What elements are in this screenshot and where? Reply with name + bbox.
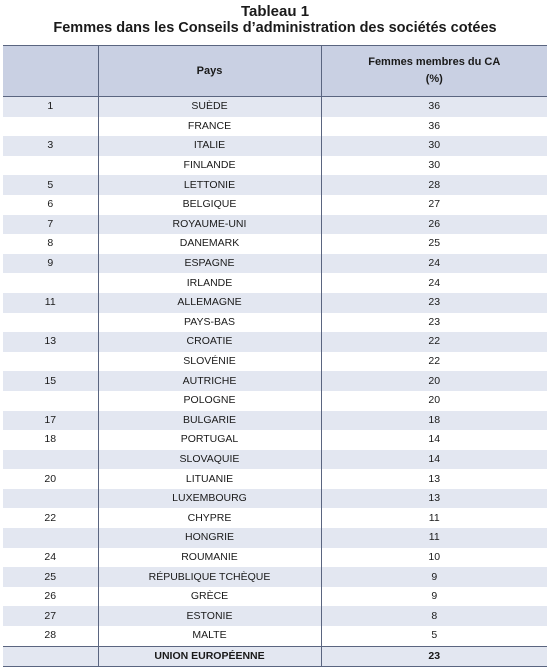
rank-cell: 15	[3, 371, 98, 391]
rank-cell: 9	[3, 254, 98, 274]
value-cell: 30	[321, 156, 547, 176]
table-row	[3, 332, 547, 352]
rank-cell	[3, 391, 98, 411]
table-row	[3, 626, 547, 646]
country-cell: ROYAUME-UNI	[98, 215, 321, 235]
value-cell: 26	[321, 215, 547, 235]
table-row	[3, 391, 547, 411]
value-cell: 22	[321, 352, 547, 372]
value-cell: 23	[321, 293, 547, 313]
table-row	[3, 567, 547, 587]
country-cell: RÉPUBLIQUE TCHÈQUE	[98, 567, 321, 587]
rank-cell: 17	[3, 411, 98, 431]
rank-cell: 1	[3, 97, 98, 117]
rank-cell	[3, 489, 98, 509]
value-cell: 23	[321, 313, 547, 333]
total-row	[3, 646, 547, 667]
table-row	[3, 313, 547, 333]
country-cell: ESTONIE	[98, 606, 321, 626]
rank-cell	[3, 313, 98, 333]
country-cell: PAYS-BAS	[98, 313, 321, 333]
value-cell: 27	[321, 195, 547, 215]
country-cell: FRANCE	[98, 117, 321, 137]
table-row	[3, 156, 547, 176]
table-row	[3, 273, 547, 293]
value-cell: 30	[321, 136, 547, 156]
country-cell: AUTRICHE	[98, 371, 321, 391]
value-cell: 24	[321, 254, 547, 274]
table-row	[3, 469, 547, 489]
rank-cell	[3, 528, 98, 548]
country-cell: LUXEMBOURG	[98, 489, 321, 509]
table-row	[3, 430, 547, 450]
value-cell: 14	[321, 450, 547, 470]
table-row	[3, 97, 547, 117]
value-cell: 36	[321, 97, 547, 117]
header-value	[321, 46, 547, 97]
country-cell: CROATIE	[98, 332, 321, 352]
rank-cell: 25	[3, 567, 98, 587]
rank-cell: 5	[3, 175, 98, 195]
rank-cell: 20	[3, 469, 98, 489]
table-row	[3, 352, 547, 372]
rank-cell: 28	[3, 626, 98, 646]
country-cell: LETTONIE	[98, 175, 321, 195]
value-cell: 24	[321, 273, 547, 293]
value-cell: 9	[321, 567, 547, 587]
rank-cell	[3, 117, 98, 137]
women-boards-table	[3, 45, 547, 667]
table-row	[3, 215, 547, 235]
country-cell: SLOVAQUIE	[98, 450, 321, 470]
rank-cell: 24	[3, 548, 98, 568]
value-cell: 9	[321, 587, 547, 607]
table-row	[3, 234, 547, 254]
table-body	[3, 97, 547, 667]
country-cell: SLOVÉNIE	[98, 352, 321, 372]
table-row	[3, 489, 547, 509]
value-cell: 22	[321, 332, 547, 352]
table-row	[3, 508, 547, 528]
table-row	[3, 195, 547, 215]
table-row	[3, 450, 547, 470]
country-cell: GRÈCE	[98, 587, 321, 607]
country-cell: BELGIQUE	[98, 195, 321, 215]
header-country: Pays	[98, 46, 321, 97]
country-cell: ESPAGNE	[98, 254, 321, 274]
value-cell: 11	[321, 528, 547, 548]
rank-cell	[3, 156, 98, 176]
value-cell: 20	[321, 371, 547, 391]
country-cell: IRLANDE	[98, 273, 321, 293]
table-row	[3, 528, 547, 548]
country-cell: POLOGNE	[98, 391, 321, 411]
rank-cell: 13	[3, 332, 98, 352]
country-cell: BULGARIE	[98, 411, 321, 431]
rank-cell	[3, 450, 98, 470]
country-cell: ITALIE	[98, 136, 321, 156]
value-cell: 13	[321, 489, 547, 509]
table-subtitle: Femmes dans les Conseils d’administration des sociétés cotées	[53, 20, 497, 36]
table-row	[3, 293, 547, 313]
value-cell: 11	[321, 508, 547, 528]
table-row	[3, 117, 547, 137]
country-cell: MALTE	[98, 626, 321, 646]
rank-cell: 26	[3, 587, 98, 607]
rank-cell: 18	[3, 430, 98, 450]
value-cell: 28	[321, 175, 547, 195]
header-value-text: Femmes membres du CA (%)	[368, 56, 501, 85]
country-cell: CHYPRE	[98, 508, 321, 528]
value-cell: 25	[321, 234, 547, 254]
country-cell: UNION EUROPÉENNE	[98, 646, 321, 667]
rank-cell: 8	[3, 234, 98, 254]
country-cell: FINLANDE	[98, 156, 321, 176]
table-header-row	[3, 46, 547, 97]
table-title: Tableau 1	[240, 3, 310, 20]
country-cell: ROUMANIE	[98, 548, 321, 568]
table-row	[3, 587, 547, 607]
country-cell: LITUANIE	[98, 469, 321, 489]
rank-cell: 6	[3, 195, 98, 215]
country-cell: HONGRIE	[98, 528, 321, 548]
table-row	[3, 371, 547, 391]
rank-cell	[3, 273, 98, 293]
country-cell: PORTUGAL	[98, 430, 321, 450]
rank-cell	[3, 352, 98, 372]
header-rank	[3, 46, 98, 97]
value-cell: 10	[321, 548, 547, 568]
table-row	[3, 548, 547, 568]
country-cell: DANEMARK	[98, 234, 321, 254]
value-cell: 18	[321, 411, 547, 431]
value-cell: 5	[321, 626, 547, 646]
table-row	[3, 175, 547, 195]
country-cell: SUÈDE	[98, 97, 321, 117]
value-cell: 13	[321, 469, 547, 489]
value-cell: 8	[321, 606, 547, 626]
rank-cell: 22	[3, 508, 98, 528]
value-cell: 36	[321, 117, 547, 137]
rank-cell: 3	[3, 136, 98, 156]
table-row	[3, 411, 547, 431]
rank-cell	[3, 646, 98, 667]
rank-cell: 27	[3, 606, 98, 626]
value-cell: 20	[321, 391, 547, 411]
table-row	[3, 254, 547, 274]
value-cell: 23	[321, 646, 547, 667]
rank-cell: 11	[3, 293, 98, 313]
table-row	[3, 606, 547, 626]
country-cell: ALLEMAGNE	[98, 293, 321, 313]
table-row	[3, 136, 547, 156]
rank-cell: 7	[3, 215, 98, 235]
value-cell: 14	[321, 430, 547, 450]
